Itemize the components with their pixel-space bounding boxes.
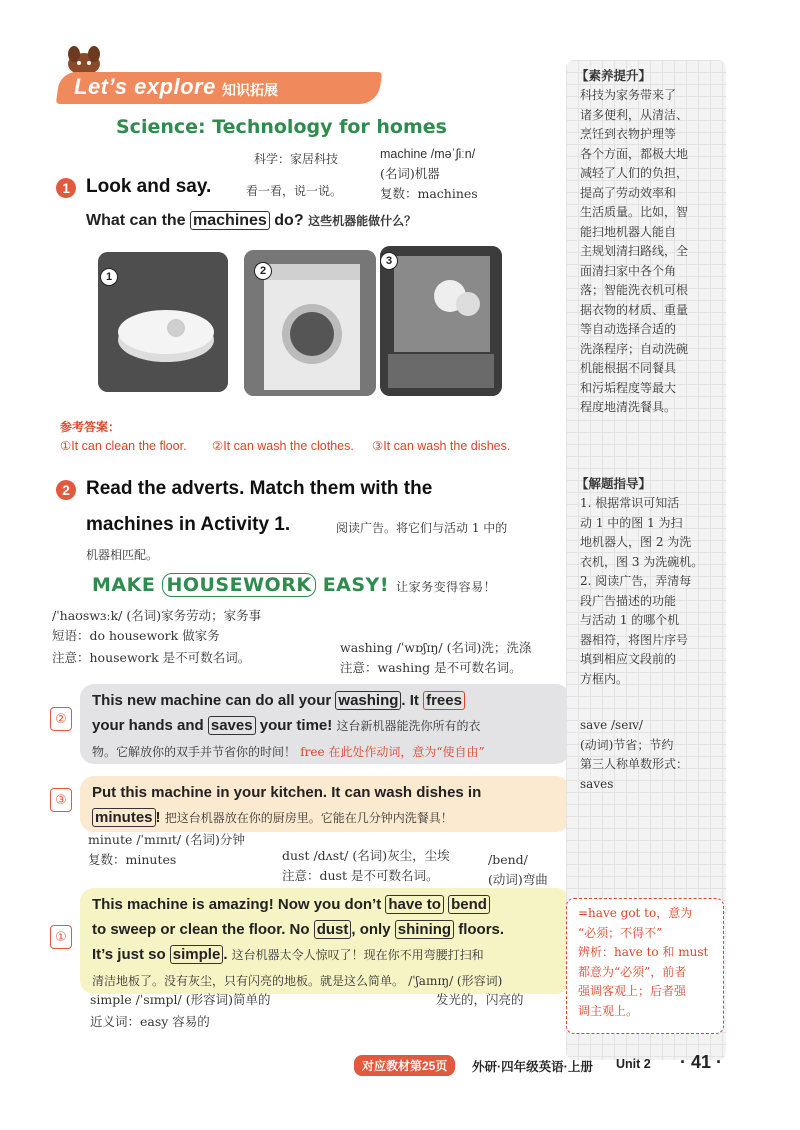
make-cn: 让家务变得容易！ bbox=[396, 580, 497, 594]
mascot-icon bbox=[62, 44, 106, 74]
textbook-page-badge: 对应教材第25页 bbox=[354, 1055, 455, 1076]
adv2-cn: 把这台机器放在你的厨房里。它能在几分钟内洗餐具！ bbox=[164, 811, 453, 825]
q-post: do? bbox=[274, 212, 304, 229]
sidebar-save-line: 第三人称单数形式： bbox=[580, 757, 689, 771]
adv3-simple: simple bbox=[170, 945, 224, 964]
sidebar-text-1 bbox=[580, 86, 688, 418]
adv1-frees: frees bbox=[423, 691, 465, 710]
unit-label: Unit 2 bbox=[616, 1057, 651, 1071]
sidebar-save-line: save /seɪv/ bbox=[580, 718, 643, 732]
answer-2: ②It can wash the clothes. bbox=[212, 439, 354, 453]
activity-2-cn-2: 机器相匹配。 bbox=[86, 548, 159, 562]
activity-1-title: Look and say. bbox=[86, 176, 212, 197]
sidebar-text-2-line: 2. 阅读广告，弄清每 bbox=[580, 574, 692, 588]
photo-2-number: 2 bbox=[254, 262, 272, 280]
answer-3: ③It can wash the dishes. bbox=[372, 439, 511, 453]
sidebar-text-1-line: 等自动选择合适的 bbox=[580, 322, 677, 336]
activity-2-cn-1: 阅读广告。将它们与活动 1 中的 bbox=[336, 521, 508, 535]
adv1-cn1: 这台新机器能洗你所有的衣 bbox=[336, 719, 481, 733]
sidebar-text-1-line: 提高了劳动效率和 bbox=[580, 185, 677, 200]
q-boxed-word: machines bbox=[190, 211, 270, 230]
activity-1-cn: 看一看，说一说。 bbox=[246, 184, 343, 198]
activity-2-title-line1: Read the adverts. Match them with the bbox=[86, 478, 433, 499]
sidebar-text-1-line: 能扫地机器人能自 bbox=[580, 224, 677, 239]
sidebar-text-2-line: 动 1 中的图 1 为扫 bbox=[580, 515, 683, 530]
adv3-have-to: have to bbox=[385, 895, 444, 914]
have-to-line: “必须；不得不” bbox=[578, 925, 663, 940]
adv2-t2: ! bbox=[155, 809, 161, 826]
housework-note-1: /ˈhaʊswɜːk/ (名词)家务劳动；家务事 bbox=[52, 608, 262, 623]
have-to-line: 调主观上。 bbox=[578, 1003, 639, 1018]
answer-box-advert-2[interactable]: ③ bbox=[50, 788, 72, 812]
adv3-cn1: 这台机器太令人惊叹了！现在你不用弯腰打扫和 bbox=[231, 948, 484, 962]
adv1-t4: your time! bbox=[259, 717, 333, 734]
sidebar-text-1-line: 科技为家务带来了 bbox=[580, 88, 677, 102]
shining-def: 发光的，闪亮的 bbox=[436, 992, 524, 1007]
sidebar-text-1-line: 洗涤程序；自动洗碗 bbox=[580, 341, 689, 356]
answer-1: ①It can clean the floor. bbox=[60, 439, 187, 453]
sidebar-text-2-line: 填到相应文段前的 bbox=[580, 652, 677, 666]
page-number: · 41 · bbox=[680, 1052, 723, 1072]
dust-note-1: dust /dʌst/ (名词)灰尘，尘埃 bbox=[282, 848, 450, 863]
sidebar-text-1-line: 主规划清扫路线，全 bbox=[580, 244, 689, 258]
adv1-red-note: free 在此处作动词，意为“使自由” bbox=[300, 745, 485, 759]
simple-note-2: 近义词：easy 容易的 bbox=[90, 1014, 210, 1029]
adv3-cn2: 清洁地板了。没有灰尘，只有闪亮的地板。就是这么简单。 bbox=[92, 974, 405, 988]
activity-2-title-line2: machines in Activity 1. bbox=[86, 514, 291, 535]
adv3-t3: , only bbox=[351, 921, 391, 938]
sidebar-text-1-line: 生活质量。比如，智 bbox=[580, 205, 689, 219]
adv3-t2: to sweep or clean the floor. No bbox=[92, 921, 310, 938]
adv3-t4: floors. bbox=[458, 921, 505, 938]
sidebar-text-1-line: 和污垢程度等最大 bbox=[580, 380, 677, 395]
banner-cn: 知识拓展 bbox=[222, 82, 278, 98]
adv3-shining: shining bbox=[395, 920, 454, 939]
make-post: EASY! bbox=[322, 574, 389, 596]
answer-box-advert-1[interactable]: ② bbox=[50, 707, 72, 731]
machine-pos: (名词)机器 bbox=[380, 166, 440, 181]
adv3-dust: dust bbox=[314, 920, 352, 939]
banner-title: Let’s explore bbox=[74, 74, 216, 99]
adv1-t3: your hands and bbox=[92, 717, 204, 734]
sidebar-save-note bbox=[580, 716, 688, 794]
sidebar-text-2-line: 1. 根据常识可知活 bbox=[580, 496, 680, 510]
sidebar-text-1-line: 减轻了人们的负担， bbox=[580, 166, 689, 180]
sidebar-text-2-line: 器相符，将图片序号 bbox=[580, 632, 689, 647]
bend-note-1: /bend/ bbox=[488, 852, 528, 867]
housework-note-3: 注意：housework 是不可数名词。 bbox=[52, 650, 251, 665]
adv2-t1: Put this machine in your kitchen. It can wash dishes in bbox=[92, 784, 482, 801]
washing-note-1: washing /ˈwɒʃɪŋ/ (名词)洗；洗涤 bbox=[340, 640, 532, 655]
advert-3 bbox=[80, 888, 570, 994]
adv1-cn2: 物。它解放你的双手并节省你的时间！ bbox=[92, 745, 297, 759]
activity-1-number: 1 bbox=[56, 178, 76, 198]
photo-1-number: 1 bbox=[100, 268, 118, 286]
sidebar-text-1-line: 据衣物的材质、重量 bbox=[580, 302, 689, 317]
sidebar-save-line: (动词)节省；节约 bbox=[580, 737, 674, 752]
sidebar-text-1-line: 面清扫家中各个角 bbox=[580, 263, 677, 278]
make-boxed: HOUSEWORK bbox=[162, 573, 315, 597]
photo-robot-vacuum bbox=[98, 252, 228, 392]
sidebar-text-2-line: 地机器人，图 2 为洗 bbox=[580, 535, 692, 549]
sidebar-text-2-line: 段广告描述的功能 bbox=[580, 593, 677, 608]
advert-2 bbox=[80, 776, 570, 832]
sidebar-text-1-line: 烹饪到衣物护理等 bbox=[580, 127, 677, 141]
adv3-t6: . bbox=[223, 946, 228, 963]
sidebar-text-2-line: 方框内。 bbox=[580, 671, 629, 686]
q-pre: What can the bbox=[86, 212, 186, 229]
sidebar-text-1-line: 诸多便利，从清洁、 bbox=[580, 107, 689, 122]
bend-note-2: (动词)弯曲 bbox=[488, 872, 548, 887]
sidebar-text-1-line: 机能根据不同餐具 bbox=[580, 361, 677, 375]
have-to-line: 都意为“必须”，前者 bbox=[578, 964, 687, 979]
make-housework-heading bbox=[92, 574, 496, 596]
adv3-t1: This machine is amazing! Now you don’t bbox=[92, 896, 382, 913]
adv1-saves: saves bbox=[208, 716, 256, 735]
sidebar-text-1-line: 各个方面，都极大地 bbox=[580, 146, 689, 161]
sidebar-text-2-line: 衣机，图 3 为洗碗机。 bbox=[580, 554, 704, 569]
machine-plural: 复数：machines bbox=[380, 186, 478, 201]
have-to-note bbox=[578, 904, 708, 1021]
washing-note-2: 注意：washing 是不可数名词。 bbox=[340, 660, 522, 675]
adv3-t5: It’s just so bbox=[92, 946, 166, 963]
advert-1 bbox=[80, 684, 570, 764]
adv2-minutes: minutes bbox=[92, 808, 156, 827]
activity-1-question bbox=[86, 212, 416, 230]
machine-phonetic: machine /məˈʃiːn/ bbox=[380, 147, 476, 161]
answer-heading: 参考答案： bbox=[60, 420, 121, 434]
activity-2-number: 2 bbox=[56, 480, 76, 500]
simple-note-1: simple /ˈsɪmpl/ (形容词)简单的 bbox=[90, 992, 271, 1007]
dust-note-2: 注意：dust 是不可数名词。 bbox=[282, 868, 439, 883]
sidebar-save-line: saves bbox=[580, 776, 614, 791]
adv1-washing: washing bbox=[335, 691, 401, 710]
science-cn: 科学：家居科技 bbox=[254, 152, 339, 166]
photo-dishwasher bbox=[380, 246, 502, 396]
have-to-line: 强调客观上；后者强 bbox=[578, 984, 687, 998]
adv1-t1: This new machine can do all your bbox=[92, 692, 332, 709]
adv1-t2: . It bbox=[401, 692, 419, 709]
sidebar-text-1-line: 程度地清洗餐具。 bbox=[580, 400, 677, 414]
sidebar-text-2 bbox=[580, 494, 703, 689]
housework-note-2: 短语：do housework 做家务 bbox=[52, 628, 220, 643]
adv3-shining-phonetic: /ˈʃaɪnɪŋ/ (形容词) bbox=[408, 974, 503, 988]
minute-note-1: minute /ˈmɪnɪt/ (名词)分钟 bbox=[88, 832, 245, 847]
sidebar-heading-1: 【素养提升】 bbox=[576, 69, 652, 83]
have-to-line: =have got to，意为 bbox=[578, 906, 693, 920]
science-title: Science: Technology for homes bbox=[116, 116, 447, 138]
sidebar-heading-2: 【解题指导】 bbox=[576, 477, 652, 491]
book-title: 外研·四年级英语·上册 bbox=[472, 1060, 593, 1074]
minute-note-2: 复数：minutes bbox=[88, 852, 177, 867]
make-pre: MAKE bbox=[92, 574, 156, 596]
sidebar-text-2-line: 与活动 1 的哪个机 bbox=[580, 613, 680, 627]
adv3-bend: bend bbox=[448, 895, 490, 914]
photo-3-number: 3 bbox=[380, 252, 398, 270]
q-cn: 这些机器能做什么？ bbox=[308, 214, 417, 228]
sidebar-text-1-line: 落；智能洗衣机可根 bbox=[580, 283, 689, 297]
answer-box-advert-3[interactable]: ① bbox=[50, 925, 72, 949]
have-to-line: 辨析：have to 和 must bbox=[578, 945, 709, 959]
